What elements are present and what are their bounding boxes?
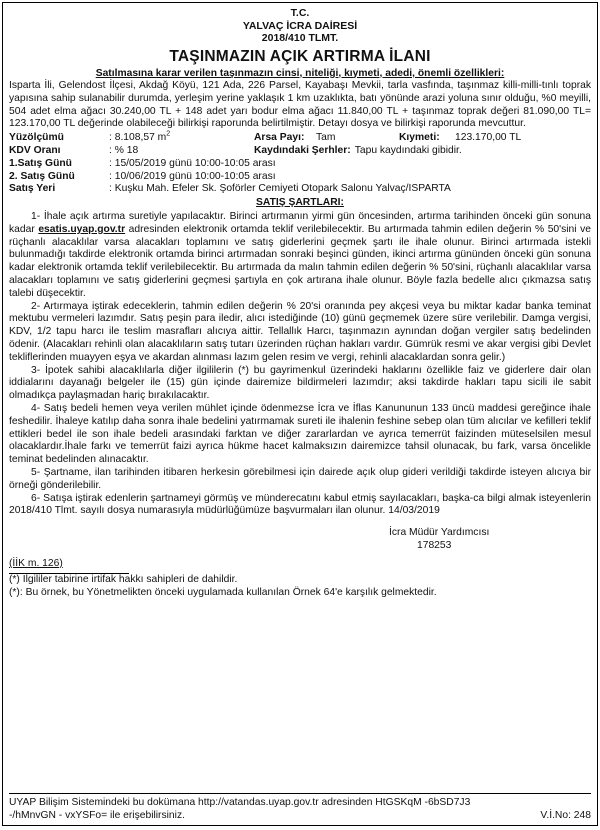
header-tc: T.C. — [290, 7, 310, 19]
footnote-1: (*) İlgililer tabirine irtifak hakkı sahipleri de dahildir. — [9, 573, 238, 585]
esatis-link[interactable]: esatis.uyap.gov.tr — [38, 223, 126, 235]
signature-block — [9, 526, 591, 552]
area-label: Yüzölçümü — [9, 132, 64, 144]
header-file-number: 2018/410 TLMT. — [261, 32, 339, 44]
details-row-sale2 — [9, 171, 591, 184]
condition-3: 3- İpotek sahibi alacaklılarla diğer ilgililerin (*) bu gayrimenkul üzerindeki haklarını özellikle faiz ve giderlere dair olan iddialarını dayanağı belgeler ile (15) gün içinde dairemize bildirmeleri lazımdır; aksi takdirde hakları tapu sicili ile sabit olmadıkça paylaşmadan hariç bırakılacaktır. — [9, 364, 591, 402]
condition-5: 5- Şartname, ilan tarihinden itibaren herkesin görebilmesi için dairede açık olup gideri verildiği takdirde isteyen alıcıya bir örneği gönderilebilir. — [9, 466, 591, 491]
sale1-value: : 15/05/2019 günü 10:00-10:05 arası — [109, 157, 276, 169]
condition-2: 2- Artırmaya iştirak edeceklerin, tahmin edilen değerin % 20'si oranında pey akçesi veya bu miktar kadar banka teminat mektubu vermeleri lazımdır. Satış peşin para iledir, alıcı istediğinde (10) günü geçmemek üzere süre verilebilir. Damga vergisi, KDV, 1/2 tapu harcı ile teslim masrafları alıcıya aittir. Tellallık Harcı, taşınmazın aynından doğan vergiler satış bedelinden ödenir. (Alacakları rehinli olan alacaklıların satış tutarı üzerinden rüçhan hakları vardır. Gümrük resmi ve akar vergisi gibi Devlet tekliflerinden muayyen eşya ve akardan alınması lazım gelen resim ve vergi, rehinli alacaklardan sonra gelir.) — [9, 300, 591, 363]
condition-4: 4- Satış bedeli hemen veya verilen mühlet içinde ödenmezse İcra ve İflas Kanununun 133 üncü maddesi gereğince ihale feshedilir. İhaleye katılıp daha sonra ihale bedelini yatırmamak sureti ile ihalenin feshine sebep olan tüm alıcılar ve kefilleri teklif ettikleri bedel ile son ihale bedeli arasındaki farktan ve diğer zararlardan ve ayrıca temerrüt faizinden müteselsilen mesul olacaklardır.İhale farkı ve temerrüt faizi ayrıca hükme hacet kalmaksızın dairemizce tahsil olunacak, bu fark, varsa öncelikle teminat bedelinden alınacaktır. — [9, 402, 591, 466]
footer-line-2-row — [9, 810, 591, 823]
signature-number: 178253 — [417, 540, 452, 552]
uyap-footer — [9, 793, 591, 822]
conditions-heading: SATIŞ ŞARTLARI: — [256, 197, 344, 209]
encumbrance-label: Kaydındaki Şerhler: — [254, 144, 351, 156]
condition-6: 6- Satışa iştirak edenlerin şartnameyi görmüş ve münderecatını kabul etmiş sayılacakları, başka-ca bilgi almak isteyenlerin 2018/410 Tlmt. sayılı dosya numarasıyla müdürlüğümüze başvurmaları ilan olunur. 14/03/2019 — [9, 492, 591, 517]
auction-notice — [2, 2, 598, 826]
sale2-value: : 10/06/2019 günü 10:00-10:05 arası — [109, 170, 276, 182]
details-row-area — [9, 132, 591, 145]
law-reference: (İİK m. 126) — [9, 558, 63, 570]
share-label: Arsa Payı: — [254, 132, 305, 144]
condition-1: 1- İhale açık artırma suretiyle yapılacaktır. Birinci artırmanın yirmi gün öncesinden, artırma tarihinden önceki gün sonuna kadar esatis.uyap.gov.tr adresinden elektronik ortamda teklif verilebilecektir. Bu artırmada tahmin edilen değerin % 50'sini ve rüçhanlı alacaklılar varsa alacakları toplamını ve satış giderlerini geçmek şartı ile ihale olunur. Birinci artırmada istekli bulunmadığı takdirde elektronik ortamda birinci artırmadan sonraki beşinci günden, ikinci artırma gününden önceki gün sonuna kadar elektronik ortamda teklif verilebilecektir. Bu artırmada da malın tahmin edilen değerin % 50'sini, rüçhanlı alacaklılar varsa alacakları toplamını ve satış giderlerini geçmesi şartıyla en çok artırana ihale olunur. Böyle fazla bedelle alıcı çıkmazsa satış talebi düşecektir. — [9, 210, 591, 299]
header-office: YALVAÇ İCRA DAİRESİ — [242, 19, 358, 32]
details-row-kdv — [9, 145, 591, 158]
property-description: Isparta İli, Gelendost İlçesi, Akdağ Köyü, 121 Ada, 226 Parsel, Kayabaşı Mevkii, tarla vasfında, taşınmaz killi-milli-tınlı toprak yapısına sahip sulanabilir durumda, yerleşim yerine yaklaşık 1 km uzaklıkta, batı yönünde arazi yoluna sınır olduğu, %0 meyilli, 504 adet elma ağacı 30.240,00 TL + 148 adet yarı bodur elma ağacı 11.840,00 TL + taşınmaz toprak değeri 81.090,00 TL= 123.170,00 TL değerinde olabileceği bilirkişi raporunda belirtilmiştir. Detayı dosya ve bilirkişi raporunda mevcuttur. — [9, 80, 591, 130]
area-unit-superscript: 2 — [166, 130, 171, 138]
encumbrance-value: Tapu kaydındaki gibidir. — [354, 144, 462, 156]
value-amount: 123.170,00 TL — [455, 132, 522, 144]
area-value: : 8.108,57 $m^2$ — [109, 130, 171, 144]
details-row-sale1 — [9, 158, 591, 171]
property-details — [9, 132, 591, 196]
property-heading: Satılmasına karar verilen taşınmazın cinsi, niteliği, kıymeti, adedi, önemli özellikleri: — [95, 67, 505, 79]
details-row-place — [9, 183, 591, 196]
place-label: Satış Yeri — [9, 183, 56, 195]
signature-title: İcra Müdür Yardımcısı — [389, 527, 490, 539]
footer-line-2: -/hMnvGN - vxYSFo= ile erişebilirsiniz. — [9, 809, 185, 821]
footer-line-1: UYAP Bilişim Sistemindeki bu dokümana http://vatandas.uyap.gov.tr adresinden HtGSKqM -6bSD7J3 — [9, 797, 471, 808]
sale2-label: 2. Satış Günü — [9, 170, 75, 182]
place-value: : Kuşku Mah. Efeler Sk. Şoförler Cemiyeti Otopark Salonu Yalvaç/ISPARTA — [109, 183, 451, 195]
page-title: TAŞINMAZIN AÇIK ARTIRMA İLANI — [169, 47, 431, 65]
kdv-value: : % 18 — [109, 144, 139, 156]
sale1-label: 1.Satış Günü — [9, 157, 72, 169]
value-label: Kıymeti: — [399, 132, 440, 144]
kdv-label: KDV Oranı — [9, 144, 61, 156]
footnote-2: (*): Bu örnek, bu Yönetmelikten önceki uygulamada kullanılan Örnek 64'e karşılık gelmektedir. — [9, 586, 437, 598]
share-value: Tam — [316, 132, 336, 144]
version-number: V.İ.No: 248 — [540, 809, 591, 821]
